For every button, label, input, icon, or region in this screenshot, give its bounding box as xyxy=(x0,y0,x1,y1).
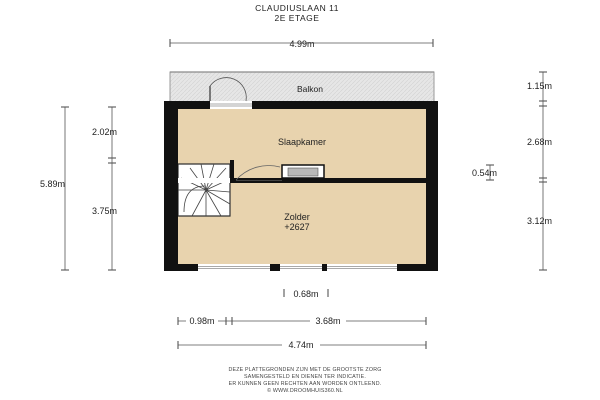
plan-title-line2: 2E ETAGE xyxy=(274,13,320,23)
right-balcony-label: 1.15m xyxy=(527,81,553,91)
right-dimensions xyxy=(472,72,552,270)
balcony-label: Balkon xyxy=(297,84,323,94)
right-upper-label: 2.68m xyxy=(527,137,553,147)
bottom-left-label: 0.98m xyxy=(189,316,215,326)
top-width-label: 4.99m xyxy=(289,39,315,49)
plan-title-line1: CLAUDIUSLAAN 11 xyxy=(255,3,339,13)
left-total-label: 5.89m xyxy=(40,179,66,189)
right-small-label: 0.54m xyxy=(472,168,498,178)
bottom-total-label: 4.74m xyxy=(288,340,314,350)
bottom-dimensions xyxy=(178,289,426,350)
left-upper-label: 2.02m xyxy=(92,127,118,137)
right-lower-label: 3.12m xyxy=(527,216,553,226)
attic-level-label: +2627 xyxy=(284,222,310,232)
disclaimer-line1: DEZE PLATTEGRONDEN ZIJN MET DE GROOTSTE ZORG xyxy=(228,367,382,373)
staircase xyxy=(178,164,230,216)
disclaimer-line3: ER KUNNEN GEEN RECHTEN AAN WORDEN ONTLEEND. xyxy=(228,381,382,387)
top-width-dimension xyxy=(170,39,433,49)
bottom-windows xyxy=(198,264,397,271)
bottom-right-label: 3.68m xyxy=(315,316,341,326)
disclaimer-line2: SAMENGESTELD EN DIENEN TER INDICATIE. xyxy=(244,374,366,380)
disclaimer-line4: © WWW.DROOMHUIS360.NL xyxy=(267,388,343,394)
disclaimer xyxy=(228,367,381,394)
bottom-small-label: 0.68m xyxy=(293,289,319,299)
bedroom-label: Slaapkamer xyxy=(277,137,327,147)
left-lower-label: 3.75m xyxy=(92,206,118,216)
left-dimensions xyxy=(40,107,117,270)
attic-label: Zolder xyxy=(284,212,310,222)
